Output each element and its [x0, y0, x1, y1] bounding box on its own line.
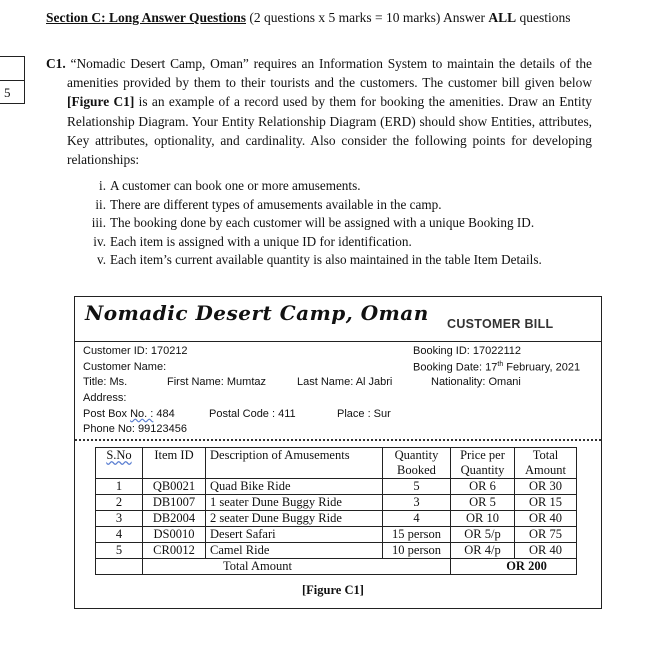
customer-title: Title: Ms. — [83, 376, 128, 388]
first-name: First Name: Mumtaz — [167, 376, 267, 388]
list-item: ii. There are different types of amusements available in the camp. — [95, 196, 442, 212]
header-quantity: Quantity Booked — [383, 448, 451, 479]
post-box: Post Box No. : 484 — [83, 408, 175, 420]
table-row: 2 DB1007 1 seater Dune Buggy Ride 3 OR 5 OR 15 — [96, 495, 577, 511]
section-marks-info: (2 questions x 5 marks = 10 marks) Answer — [249, 10, 485, 25]
question-text-b: is an example of a record used by them for booking the amenities. Draw an Entity Relationship Diagram. Your Entity Relationship Diagram (ERD) should show Entities, attributes, Key attributes, optionality, and cardinality. Also consider the following points for developing relationships: — [67, 94, 592, 168]
nationality: Nationality: Omani — [431, 376, 521, 388]
customer-name: Customer Name: — [83, 361, 167, 373]
list-item: iii. The booking done by each customer will be assigned with a unique Booking ID. — [91, 215, 535, 230]
header-price: Price per Quantity — [451, 448, 515, 479]
bill-title: CUSTOMER BILL — [447, 317, 554, 331]
camp-name-logo: Nomadic Desert Camp, Oman — [85, 301, 429, 325]
table-header-row — [96, 448, 577, 479]
bill-header — [75, 297, 601, 342]
total-row — [96, 559, 577, 575]
booking-date: Booking Date: 17th February, 2021 — [413, 361, 581, 374]
customer-bill — [74, 296, 602, 609]
section-title: Section C: Long Answer Questions — [46, 10, 247, 25]
list-item: iv. Each item is assigned with a unique ID for identification. — [93, 233, 412, 249]
booking-id: Booking ID: 17022112 — [413, 345, 522, 357]
place: Place : Sur — [337, 408, 391, 420]
header-total: Total Amount — [515, 448, 577, 479]
section-all: ALL — [488, 10, 517, 25]
amusements-table — [95, 447, 577, 575]
phone-number: Phone No: 99123456 — [83, 423, 187, 435]
section-tail: questions — [519, 10, 571, 25]
customer-id: Customer ID: 170212 — [83, 345, 188, 357]
question-text-a: “Nomadic Desert Camp, Oman” requires an Information System to maintain the details of the amenities provided by them to their tourists and the customers. The customer bill given below — [67, 56, 592, 91]
marks-value: 5 — [4, 85, 11, 100]
postal-code: Postal Code : 411 — [209, 408, 296, 420]
header-description: Description of Amusements — [206, 448, 383, 479]
list-item: i. A customer can book one or more amusements. — [99, 178, 361, 193]
table-row: 1 QB0021 Quad Bike Ride 5 OR 6 OR 30 — [96, 479, 577, 495]
table-row: 3 DB2004 2 seater Dune Buggy Ride 4 OR 10 OR 40 — [96, 511, 577, 527]
question-c1 — [46, 54, 592, 169]
marks-box — [0, 56, 25, 104]
table-row: 4 DS0010 Desert Safari 15 person OR 5/p OR 75 — [96, 527, 577, 543]
question-label: C1. — [46, 56, 66, 71]
header-item-id: Item ID — [143, 448, 206, 479]
dotted-divider — [75, 439, 601, 441]
figure-reference: [Figure C1] — [67, 94, 135, 110]
address: Address: — [83, 392, 127, 404]
total-label: Total Amount — [143, 559, 451, 575]
total-value: OR 200 — [451, 559, 577, 575]
table-row: 5 CR0012 Camel Ride 10 person OR 4/p OR 40 — [96, 543, 577, 559]
list-item: v. Each item’s current available quantity is also maintained in the table Item Details. — [96, 252, 542, 267]
header-sno: S.No — [96, 448, 143, 479]
section-heading — [46, 10, 571, 26]
figure-caption: [Figure C1] — [302, 583, 364, 597]
points-list — [82, 177, 542, 270]
last-name: Last Name: Al Jabri — [297, 376, 393, 388]
